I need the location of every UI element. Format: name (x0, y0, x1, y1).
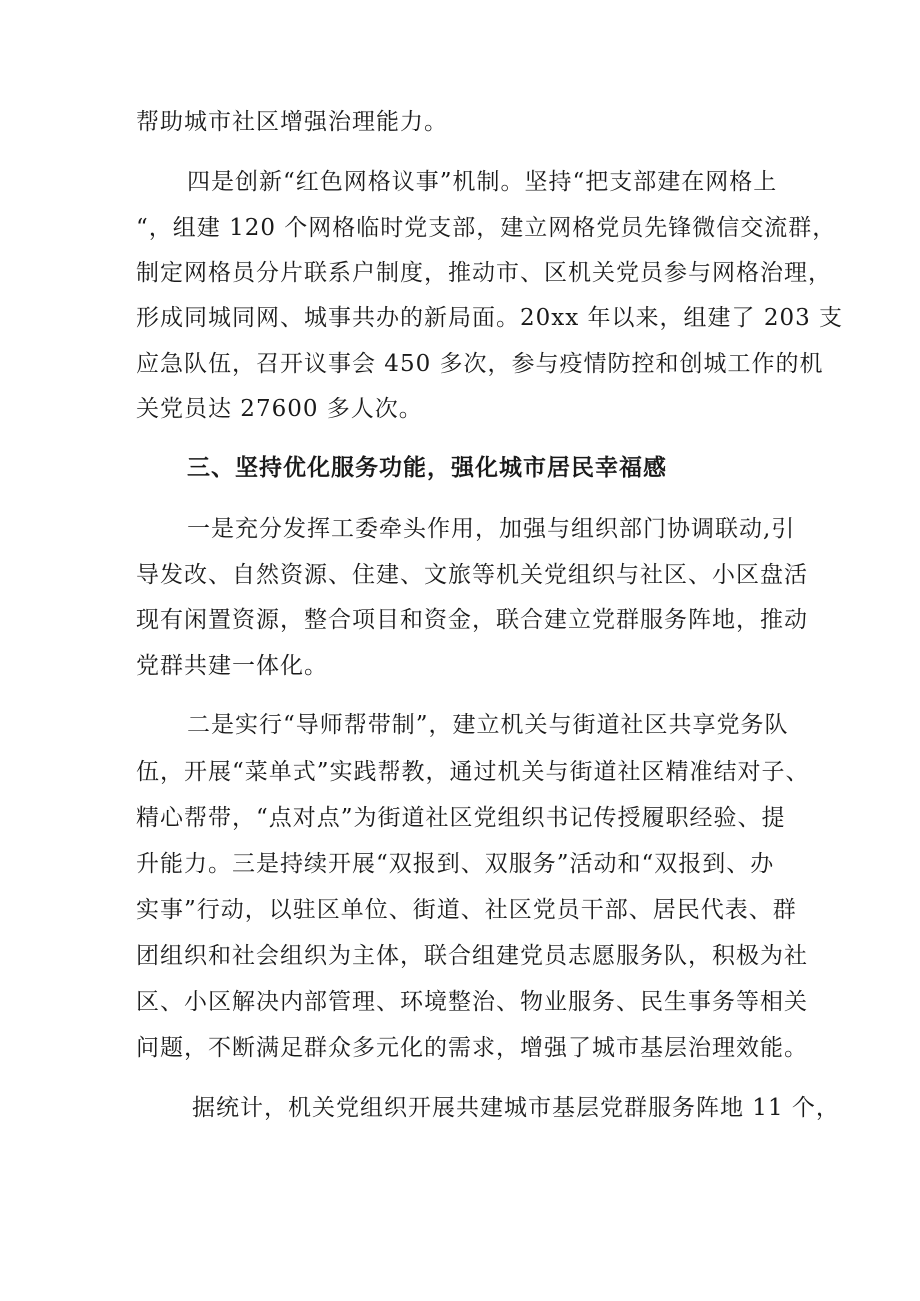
text-line-7: 关党员达 27600 多人次。 (136, 396, 423, 422)
text-line-4: 制定网格员分片联系户制度，推动市、区机关党员参与网格治理， (136, 260, 832, 286)
text-line-21: 据统计，机关党组织开展共建城市基层党群服务阵地 11 个， (192, 1095, 840, 1121)
text-line-5: 形成同城同网、城事共办的新局面。20xx 年以来，组建了 203 支 (136, 305, 844, 331)
text-line-11: 现有闲置资源，整合项目和资金，联合建立党群服务阵地，推动 (136, 607, 808, 633)
text-line-19: 区、小区解决内部管理、环境整治、物业服务、民生事务等相关 (136, 989, 808, 1015)
text-line-20: 问题，不断满足群众多元化的需求，增强了城市基层治理效能。 (136, 1035, 808, 1061)
text-line-13: 二是实行“导师帮带制”，建立机关与街道社区共享党务队 (187, 712, 789, 738)
text-line-12: 党群共建一体化。 (136, 653, 328, 679)
text-line-15: 精心帮带，“点对点”为街道社区党组织书记传授履职经验、提 (136, 805, 786, 831)
text-line-10: 导发改、自然资源、住建、文旅等机关党组织与社区、小区盘活 (136, 562, 808, 588)
text-line-3: “，组建 120 个网格临时党支部，建立网格党员先锋微信交流群， (136, 215, 837, 241)
text-line-6: 应急队伍，召开议事会 450 多次，参与疫情防控和创城工作的机 (136, 351, 824, 377)
section-heading: 三、坚持优化服务功能，强化城市居民幸福感 (187, 455, 667, 481)
text-line-16: 升能力。三是持续开展“双报到、双服务”活动和“双报到、办 (136, 851, 775, 877)
text-line-14: 伍，开展“菜单式”实践帮教，通过机关与街道社区精准结对子、 (136, 759, 810, 785)
text-line-9: 一是充分发挥工委牵头作用，加强与组织部门协调联动,引 (187, 516, 796, 542)
text-line-1: 帮助城市社区增强治理能力。 (136, 109, 448, 135)
text-line-2: 四是创新“红色网格议事”机制。坚持“把支部建在网格上 (187, 169, 778, 195)
text-line-17: 实事”行动，以驻区单位、街道、社区党员干部、居民代表、群 (136, 897, 797, 923)
text-line-18: 团组织和社会组织为主体，联合组建党员志愿服务队，积极为社 (136, 943, 808, 969)
